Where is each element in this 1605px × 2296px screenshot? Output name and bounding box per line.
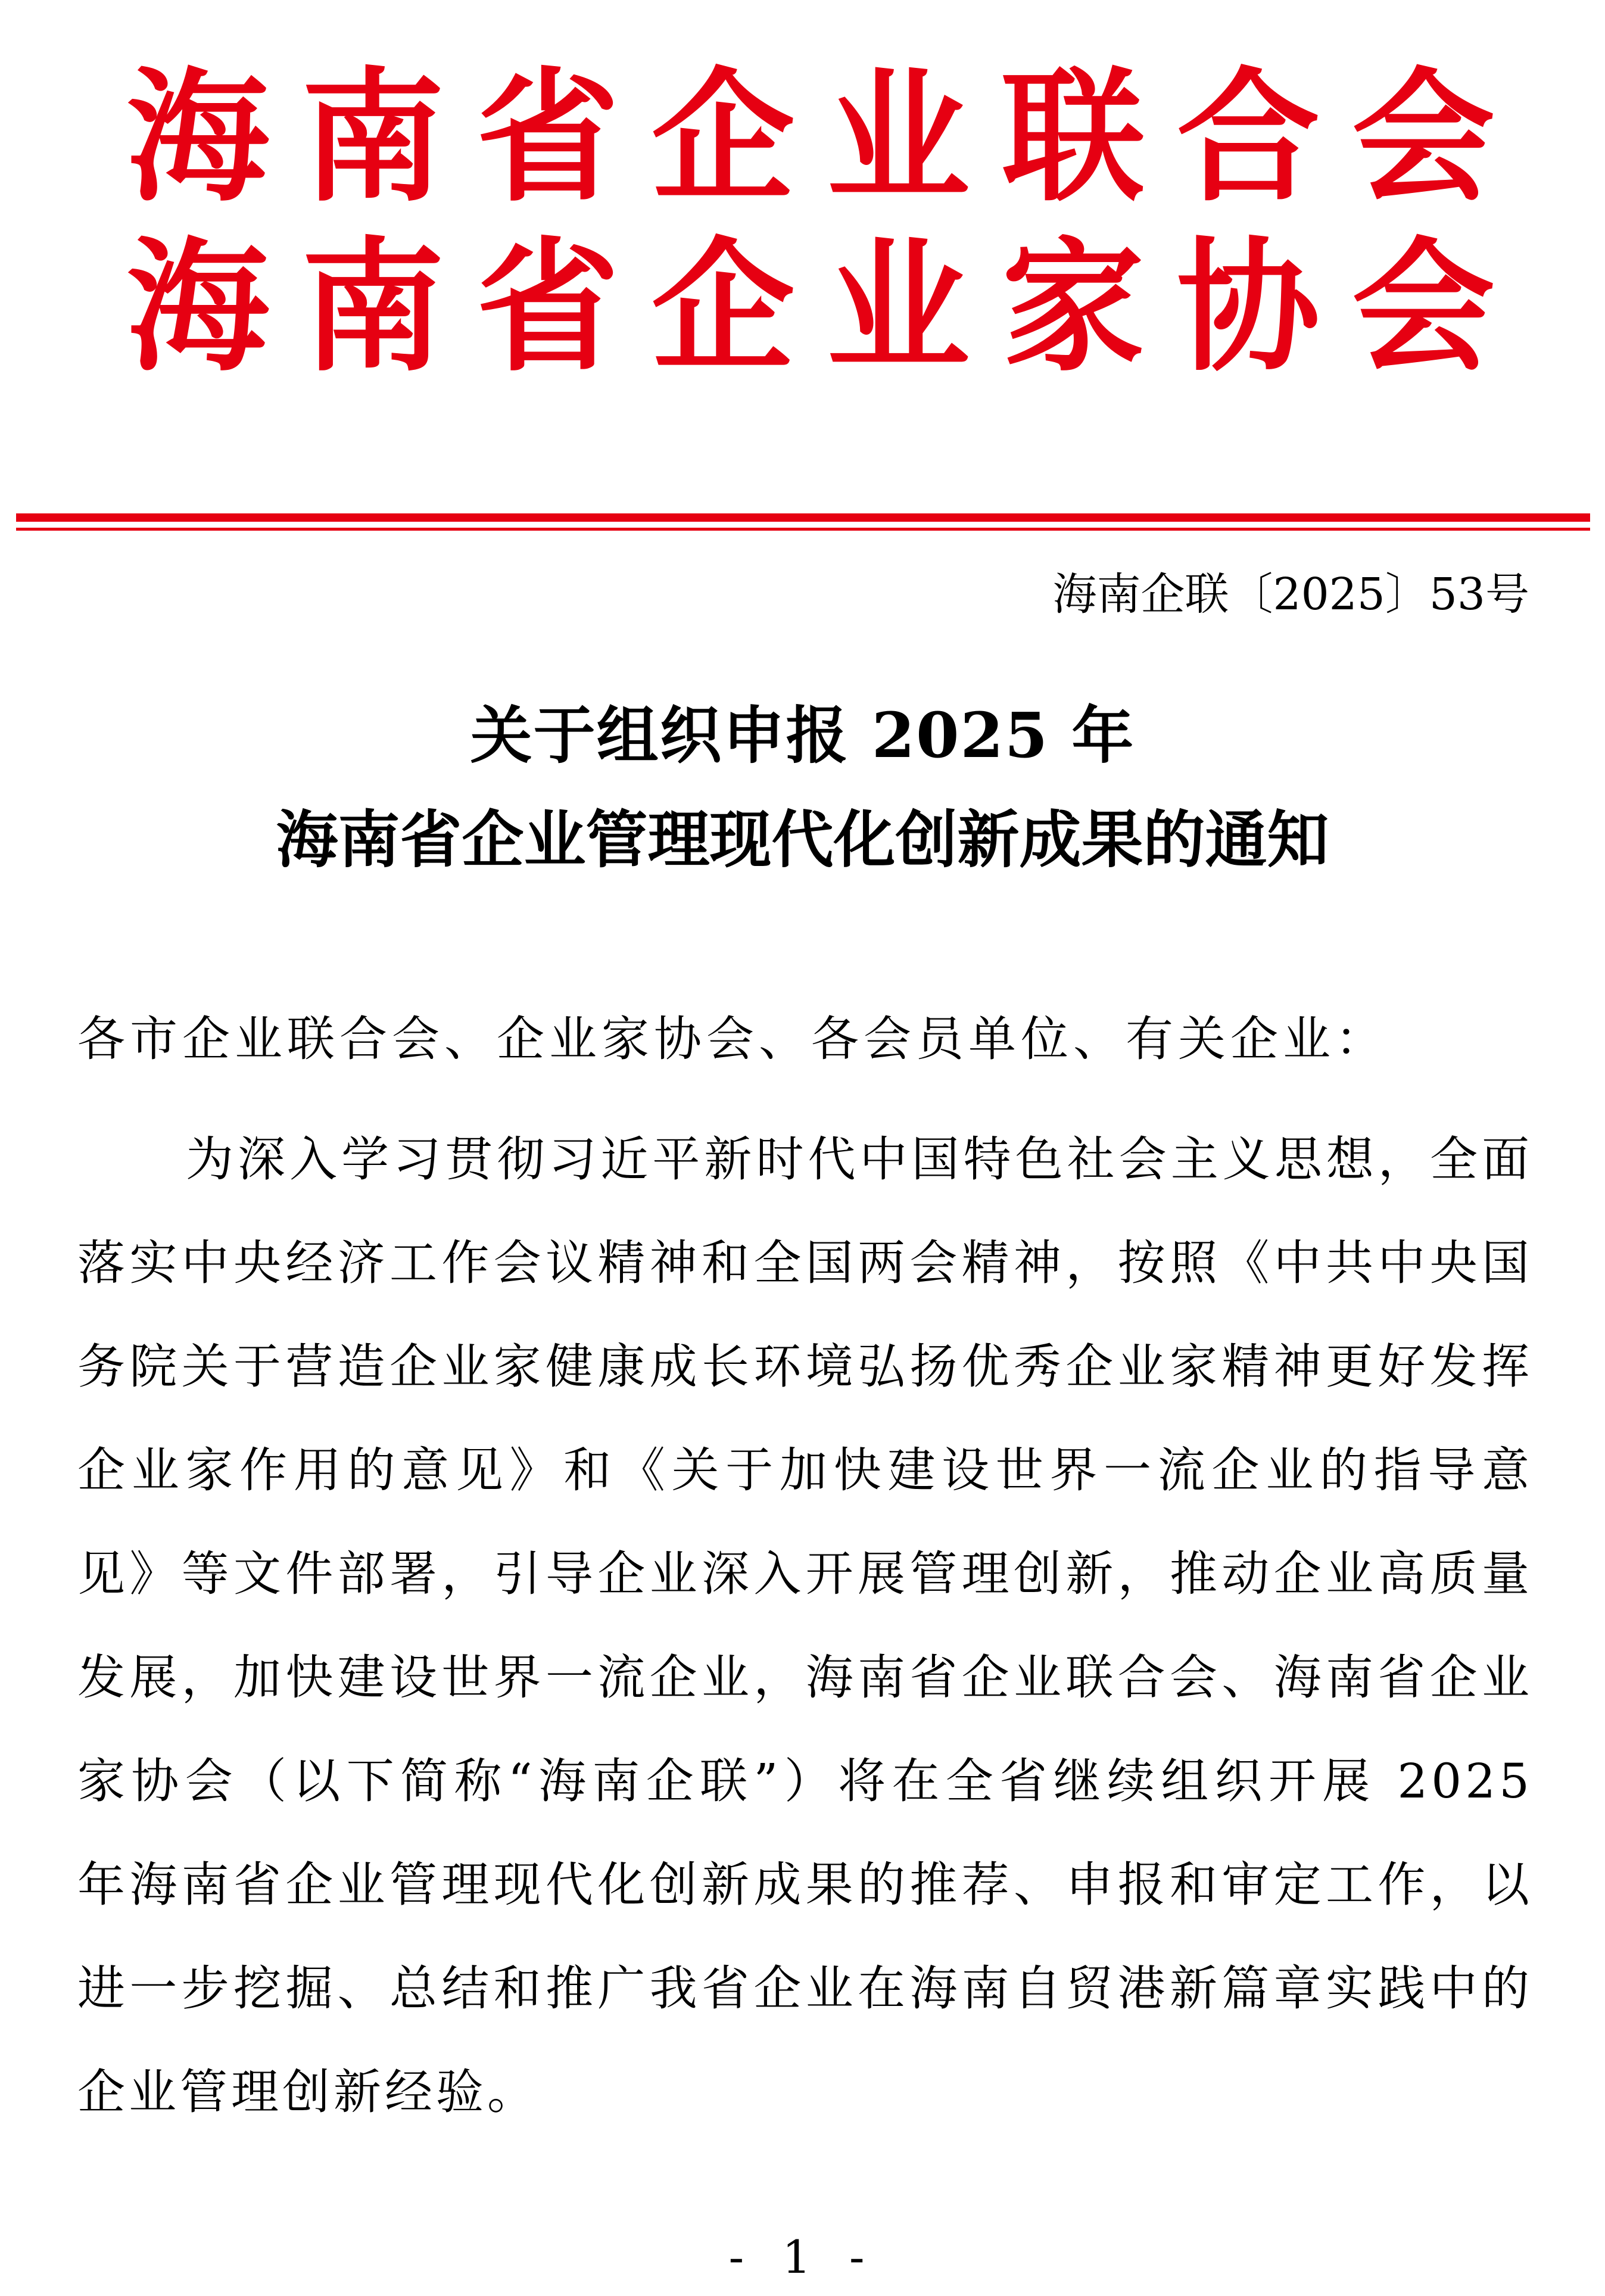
salutation: 各市企业联合会、企业家协会、各会员单位、有关企业： [77, 1011, 1388, 1067]
document-number: 海南企联〔2025〕53号 [1052, 569, 1529, 620]
letterhead-divider-thin [16, 528, 1590, 531]
letterhead-org-line-2: 海南省企业家协会 [126, 223, 1527, 391]
page-number: - 1 - [728, 2230, 877, 2283]
body-paragraph: 为深入学习贯彻习近平新时代中国特色社会主义思想，全面落实中央经济工作会议精神和全国两会精神，按照《中共中央国务院关于营造企业家健康成长环境弘扬优秀企业家精神更好发挥企业家作用的意见》和《关于加快建设世界一流企业的指导意见》等文件部署，引导企业深入开展管理创新，推动企业高质量发展，加快建设世界一流企业，海南省企业联合会、海南省企业家协会（以下简称“海南企联”）将在全省继续组织开展 2025 年海南省企业管理现代化创新成果的推荐、申报和审定工作，以进一步挖掘、总结和推广我省企业在海南自贸港新篇章实践中的企业管理创新经验。 [77, 1132, 1533, 2120]
letterhead-divider-thick [16, 513, 1590, 522]
letterhead-org-line-1: 海南省企业联合会 [126, 53, 1527, 221]
document-title-line-2: 海南省企业管理现代化创新成果的通知 [276, 803, 1329, 876]
document-title-line-1: 关于组织申报 2025 年 [470, 699, 1135, 772]
